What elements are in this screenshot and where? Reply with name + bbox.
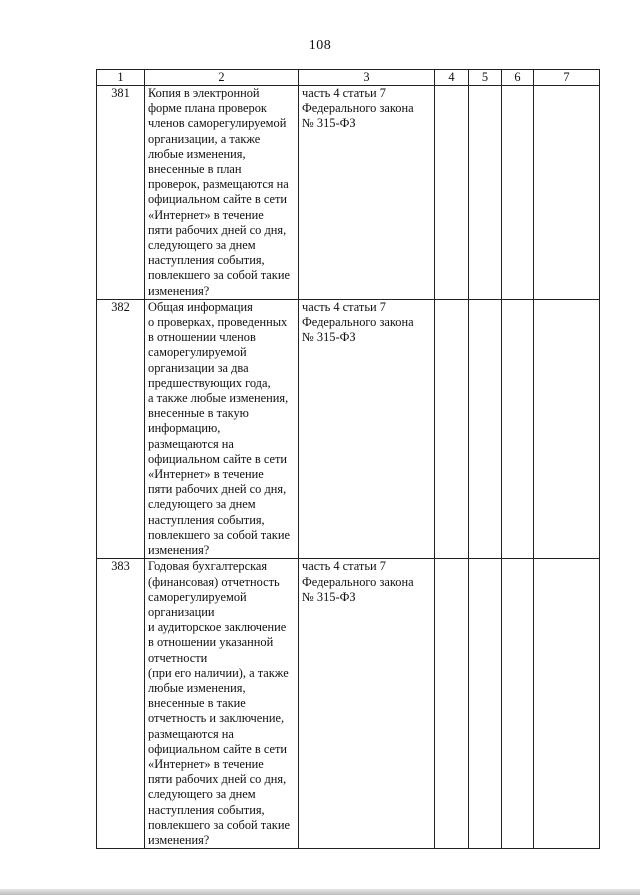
column-header-2: 2 xyxy=(145,70,299,86)
cell-col-4 xyxy=(435,86,469,300)
cell-col-5 xyxy=(469,299,502,558)
column-header-5: 5 xyxy=(469,70,502,86)
table-row xyxy=(97,299,600,558)
requirement-text: Годовая бухгалтерская (финансовая) отчетность саморегулируемой организации и аудиторское заключение в отношении указанной отчетности (при его наличии), а также любые изменения, внесенные в такие отчетность и заключение, размещаются на официальном сайте в сети «Интернет» в течение пяти рабочих дней со дня, следующего за днем наступления события, повлекшего за собой такие изменения? xyxy=(145,559,299,849)
table-row xyxy=(97,86,600,300)
cell-col-7 xyxy=(534,559,600,849)
cell-col-6 xyxy=(502,559,534,849)
checklist-table xyxy=(96,69,600,849)
legal-basis: часть 4 статьи 7 Федерального закона № 315-ФЗ xyxy=(299,86,435,300)
column-header-1: 1 xyxy=(97,70,145,86)
row-number: 381 xyxy=(97,86,145,300)
row-number: 383 xyxy=(97,559,145,849)
cell-col-7 xyxy=(534,86,600,300)
cell-col-5 xyxy=(469,86,502,300)
column-header-3: 3 xyxy=(299,70,435,86)
cell-col-4 xyxy=(435,299,469,558)
scan-edge xyxy=(0,889,640,895)
cell-col-7 xyxy=(534,299,600,558)
table-row xyxy=(97,559,600,849)
cell-col-6 xyxy=(502,86,534,300)
page-number: 108 xyxy=(308,38,332,53)
row-number: 382 xyxy=(97,299,145,558)
legal-basis: часть 4 статьи 7 Федерального закона № 315-ФЗ xyxy=(299,559,435,849)
header-row xyxy=(97,70,600,86)
column-header-6: 6 xyxy=(502,70,534,86)
cell-col-6 xyxy=(502,299,534,558)
cell-col-5 xyxy=(469,559,502,849)
legal-basis: часть 4 статьи 7 Федерального закона № 315-ФЗ xyxy=(299,299,435,558)
column-header-4: 4 xyxy=(435,70,469,86)
column-header-7: 7 xyxy=(534,70,600,86)
requirement-text: Общая информация о проверках, проведенных в отношении членов саморегулируемой организации за два предшествующих года, а также любые изменения, внесенные в такую информацию, размещаются на официальном сайте в сети «Интернет» в течение пяти рабочих дней со дня, следующего за днем наступления события, повлекшего за собой такие изменения? xyxy=(145,299,299,558)
cell-col-4 xyxy=(435,559,469,849)
requirement-text: Копия в электронной форме плана проверок членов саморегулируемой организации, а также любые изменения, внесенные в план проверок, размещаются на официальном сайте в сети «Интернет» в течение пяти рабочих дней со дня, следующего за днем наступления события, повлекшего за собой такие изменения? xyxy=(145,86,299,300)
